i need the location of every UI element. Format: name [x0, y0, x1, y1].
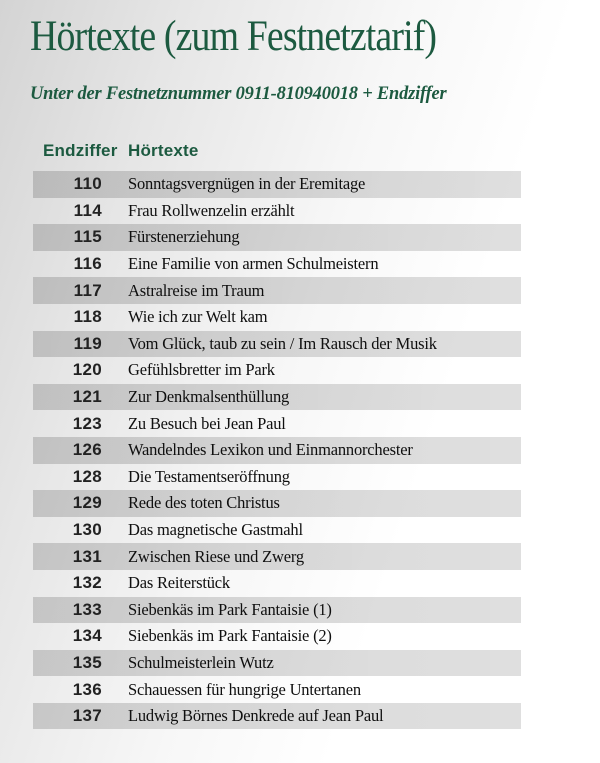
column-header-endziffer: Endziffer	[43, 141, 118, 160]
row-title: Astralreise im Traum	[128, 280, 265, 300]
hoertexte-table-body	[33, 171, 521, 729]
row-endziffer: 128	[72, 466, 102, 486]
table-row	[33, 384, 521, 411]
row-title: Siebenkäs im Park Fantaisie (1)	[128, 599, 332, 619]
table-row	[33, 304, 521, 331]
row-endziffer: 126	[72, 440, 102, 460]
row-title: Rede des toten Christus	[128, 493, 280, 513]
row-title: Wandelndes Lexikon und Einmannorchester	[128, 440, 413, 460]
row-endziffer: 118	[73, 307, 102, 327]
row-endziffer: 136	[72, 679, 102, 699]
table-row	[33, 490, 521, 517]
row-title: Gefühlsbretter im Park	[128, 360, 275, 380]
table-row	[33, 650, 521, 677]
row-title: Sonntagsvergnügen in der Eremitage	[128, 174, 366, 194]
row-endziffer: 119	[73, 333, 102, 353]
column-header-hoertexte: Hörtexte	[128, 141, 199, 160]
row-title: Zu Besuch bei Jean Paul	[128, 413, 286, 433]
row-endziffer: 110	[73, 174, 102, 194]
row-endziffer: 133	[72, 599, 102, 619]
table-row	[33, 517, 521, 544]
row-endziffer: 115	[73, 227, 102, 247]
table-row	[33, 597, 521, 624]
table-row	[33, 676, 521, 703]
row-endziffer: 130	[72, 520, 102, 540]
row-title: Fürstenerziehung	[128, 227, 240, 247]
row-title: Schauessen für hungrige Untertanen	[128, 679, 361, 699]
hoertexte-table	[33, 141, 521, 729]
row-endziffer: 135	[72, 652, 102, 672]
row-endziffer: 129	[72, 493, 102, 513]
table-row	[33, 198, 521, 225]
table-row	[33, 331, 521, 358]
row-endziffer: 120	[72, 360, 102, 380]
table-row	[33, 703, 521, 730]
row-title: Zwischen Riese und Zwerg	[128, 546, 304, 566]
row-endziffer: 114	[73, 200, 102, 220]
row-title: Ludwig Börnes Denkrede auf Jean Paul	[128, 706, 384, 726]
row-title: Eine Familie von armen Schulmeistern	[128, 254, 379, 274]
table-header	[33, 141, 521, 171]
row-title: Siebenkäs im Park Fantaisie (2)	[128, 626, 332, 646]
row-title: Frau Rollwenzelin erzählt	[128, 200, 295, 220]
page-subtitle: Unter der Festnetznummer 0911-810940018 + Endziffer	[30, 83, 447, 104]
row-title: Wie ich zur Welt kam	[128, 307, 268, 327]
row-endziffer: 121	[72, 387, 102, 407]
row-title: Das Reiterstück	[128, 573, 230, 593]
table-row	[33, 437, 521, 464]
table-row	[33, 224, 521, 251]
table-row	[33, 570, 521, 597]
row-endziffer: 134	[72, 626, 102, 646]
table-row	[33, 357, 521, 384]
table-row	[33, 171, 521, 198]
row-title: Das magnetische Gastmahl	[128, 520, 303, 540]
row-title: Schulmeisterlein Wutz	[128, 652, 274, 672]
row-title: Die Testamentseröffnung	[128, 466, 290, 486]
row-endziffer: 117	[73, 280, 102, 300]
row-title: Zur Denkmalsenthüllung	[128, 387, 290, 407]
table-row	[33, 464, 521, 491]
table-row	[33, 410, 521, 437]
row-endziffer: 131	[72, 546, 102, 566]
table-row	[33, 277, 521, 304]
row-title: Vom Glück, taub zu sein / Im Rausch der Musik	[128, 333, 437, 353]
table-row	[33, 623, 521, 650]
table-row	[33, 543, 521, 570]
row-endziffer: 123	[72, 413, 102, 433]
page-title: Hörtexte (zum Festnetztarif)	[30, 13, 437, 60]
row-endziffer: 116	[73, 254, 102, 274]
row-endziffer: 132	[72, 573, 102, 593]
row-endziffer: 137	[72, 706, 102, 726]
table-row	[33, 251, 521, 278]
